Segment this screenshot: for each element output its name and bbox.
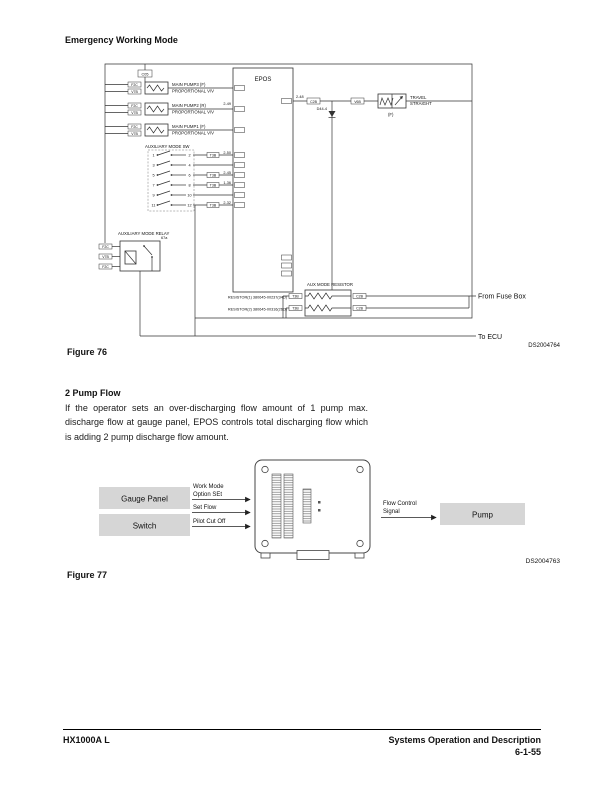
footer-page-number: 6-1-55 xyxy=(514,747,541,757)
connector-strip xyxy=(303,489,311,523)
mounting-tab xyxy=(297,551,329,560)
svg-text:V7B: V7B xyxy=(131,111,138,115)
pin-label-2-48: 2-48 xyxy=(296,95,304,99)
svg-text:C2B: C2B xyxy=(356,294,363,299)
proportional-valve-pump3 xyxy=(105,82,233,94)
aux-switch-label: AUXILIARY MODE SW xyxy=(145,144,190,149)
valve-label: MAIN PUMP3 (F) xyxy=(172,82,206,87)
svg-text:V7B: V7B xyxy=(102,255,109,259)
epos-controller xyxy=(223,68,293,292)
svg-text:3: 3 xyxy=(152,163,155,168)
pin-label-2-45: 2-45 xyxy=(223,170,231,175)
svg-text:T3B: T3B xyxy=(292,294,299,299)
svg-text:8: 8 xyxy=(188,183,191,188)
pump-label: Pump xyxy=(472,510,493,520)
footer-section: Systems Operation and Description xyxy=(388,735,541,745)
svg-text:11: 11 xyxy=(151,203,156,208)
body-paragraph: If the operator sets an over-discharging flow amount of 1 pump max. discharge flow at gauge panel, EPOS controls total discharging flow which is adding 2 pump discharge flow amount. xyxy=(65,403,368,442)
connector-strip xyxy=(284,474,293,538)
svg-text:10: 10 xyxy=(187,193,192,198)
figure-76-caption: Figure 76 xyxy=(67,347,108,357)
svg-text:V7B: V7B xyxy=(131,90,138,94)
auxiliary-mode-switch xyxy=(145,144,233,211)
valve-label: MAIN PUMP2 (R) xyxy=(172,103,206,108)
relay-terminal-label: 67a xyxy=(161,236,168,240)
svg-text:F2C: F2C xyxy=(131,104,138,108)
mounting-tab xyxy=(261,553,270,558)
resistor1-label: RESISTOR(1) 380645-00237(34Ω) xyxy=(227,295,287,300)
svg-text:T3B: T3B xyxy=(292,306,299,311)
svg-text:4: 4 xyxy=(188,163,191,168)
svg-text:T3B: T3B xyxy=(209,203,217,208)
mounting-tab xyxy=(355,553,364,558)
travel-f-label: (F) xyxy=(388,112,394,117)
footer-model: HX1000A L xyxy=(63,735,110,745)
svg-text:F2C: F2C xyxy=(102,245,109,249)
svg-text:V7B: V7B xyxy=(131,132,138,136)
screw-hole-icon xyxy=(262,466,268,472)
diode-label: D44-4 xyxy=(316,107,327,111)
svg-text:9: 9 xyxy=(152,193,155,198)
figure-77-caption: Figure 77 xyxy=(67,570,108,580)
svg-text:5: 5 xyxy=(152,173,155,178)
valve-label: PROPORTIONAL V/V xyxy=(172,130,215,136)
svg-text:C2B: C2B xyxy=(356,306,363,311)
aux-resistor-label: AUX MODE RESISTOR xyxy=(307,282,354,287)
pin-label-2-49: 2-49 xyxy=(223,102,231,106)
aux-relay-label: AUXILIARY MODE RELAY xyxy=(118,231,170,236)
option-set-label: Option SEt xyxy=(193,492,223,498)
travel-label: STRAIGHT xyxy=(410,101,432,106)
svg-text:2: 2 xyxy=(188,153,191,158)
svg-text:F2C: F2C xyxy=(102,265,109,269)
connector-strip xyxy=(272,474,281,538)
epos-label: EPOS xyxy=(254,77,272,83)
screw-hole-icon xyxy=(357,466,363,472)
proportional-valve-pump2 xyxy=(105,103,233,115)
connector-tag-c05 xyxy=(138,70,152,82)
screw-hole-icon xyxy=(262,540,268,546)
svg-text:F2C: F2C xyxy=(131,83,138,87)
svg-text:V6B: V6B xyxy=(354,99,361,104)
svg-text:T3B: T3B xyxy=(209,183,217,188)
svg-text:F2C: F2C xyxy=(131,125,138,129)
valve-label: MAIN PUMP1 (F) xyxy=(172,124,206,129)
flow-signal-label: Signal xyxy=(383,509,400,515)
svg-text:T3B: T3B xyxy=(209,173,217,178)
screw-hole-icon xyxy=(357,540,363,546)
page-heading: Emergency Working Mode xyxy=(65,35,178,45)
switch-label: Switch xyxy=(132,521,157,531)
proportional-valve-pump1 xyxy=(105,124,233,136)
auxiliary-mode-relay xyxy=(99,231,169,336)
gauge-panel-label: Gauge Panel xyxy=(121,494,168,504)
ecu-controller-drawing xyxy=(255,460,370,560)
diode-icon xyxy=(329,111,336,117)
valve-label: PROPORTIONAL V/V xyxy=(172,109,215,115)
travel-label: TRAVEL xyxy=(410,95,427,100)
footer-divider xyxy=(63,729,541,730)
svg-text:1: 1 xyxy=(152,153,155,158)
resistor2-label: RESISTOR(2) 380645-00316(26Ω) xyxy=(227,307,287,312)
figure-76-doc-id: DS2004764 xyxy=(528,343,560,349)
pin-label-1-36: 1-36 xyxy=(223,180,231,185)
svg-text:T3B: T3B xyxy=(209,153,217,158)
section-title: 2 Pump Flow xyxy=(65,388,121,398)
travel-straight-valve xyxy=(293,94,472,290)
svg-text:C2B: C2B xyxy=(310,99,317,104)
svg-text:C05: C05 xyxy=(141,72,149,77)
to-ecu-label: To ECU xyxy=(478,334,503,341)
flow-control-label: Flow Control xyxy=(383,501,417,507)
pilot-cut-off-label: Pilot Cut Off xyxy=(193,519,226,525)
svg-text:7: 7 xyxy=(152,183,155,188)
figure-77-doc-id: DS2004763 xyxy=(525,558,560,565)
from-fuse-box-label: From Fuse Box xyxy=(478,293,526,301)
set-flow-label: Set Flow xyxy=(193,505,217,511)
svg-text:6: 6 xyxy=(188,173,191,178)
figure-77-diagram xyxy=(95,455,565,580)
pin-label-2-50: 2-50 xyxy=(223,150,231,155)
work-mode-label: Work Mode xyxy=(193,484,224,490)
valve-label: PROPORTIONAL V/V xyxy=(172,88,215,94)
svg-text:12: 12 xyxy=(187,203,192,208)
figure-76-schematic xyxy=(95,55,565,355)
pin-label-2-32: 2-32 xyxy=(223,200,231,205)
